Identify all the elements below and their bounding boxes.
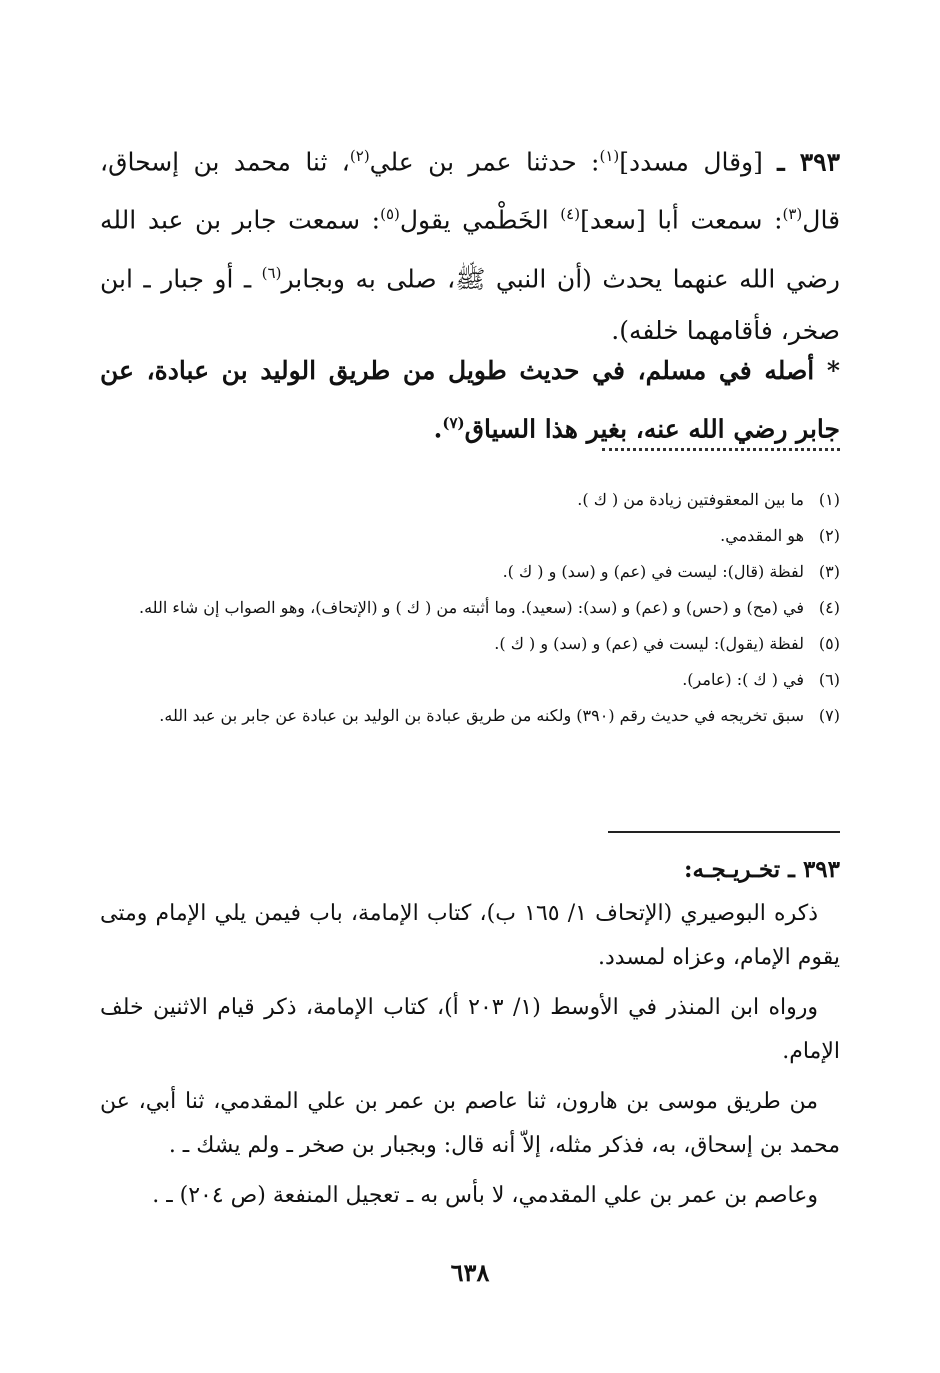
footnote-separator bbox=[602, 448, 840, 451]
note-end: . bbox=[433, 414, 443, 444]
footnote-number: (٥) bbox=[818, 634, 840, 653]
footnote-number: (٢) bbox=[818, 526, 840, 545]
hadith-seg: : سمعت أبا [سعد] bbox=[580, 205, 783, 235]
footnotes bbox=[100, 482, 840, 734]
footnote-text: هو المقدمي. bbox=[720, 526, 804, 545]
footnote-mark: (٦) bbox=[261, 263, 282, 282]
footnote-number: (٤) bbox=[818, 598, 840, 617]
takhrij-paragraph: وعاصم بن عمر بن علي المقدمي، لا بأس به ـ تعجيل المنفعة (ص ٢٠٤) ـ . bbox=[152, 1183, 818, 1208]
hadith-seg: ، ثنا محمد بن إسحاق، قال bbox=[100, 147, 841, 235]
footnote bbox=[100, 518, 840, 554]
footnote-text: في ( ك ): (عامر). bbox=[682, 670, 804, 689]
takhrij-section bbox=[100, 848, 840, 1224]
footnote-text: في (مح) و (حس) و (عم) و (سد): (سعيد). وما أثبته من ( ك ) و (الإتحاف)، وهو الصواب إن شاء الله. bbox=[139, 598, 804, 617]
hadith-seg: : حدثنا عمر بن علي bbox=[369, 147, 600, 177]
footnote bbox=[100, 554, 840, 590]
page-number: ٦٣٨ bbox=[450, 1258, 490, 1287]
footnote-mark: (٤) bbox=[560, 205, 581, 224]
section-rule bbox=[608, 831, 840, 833]
footnote bbox=[100, 590, 840, 626]
takhrij-paragraph: ورواه ابن المنذر في الأوسط (١/ ٢٠٣ أ)، كتاب الإمامة، ذكر قيام الاثنين خلف الإمام. bbox=[100, 995, 840, 1064]
footnote-number: (٧) bbox=[818, 706, 840, 725]
footnote-text: لفظة (قال): ليست في (عم) و (سد) و ( ك ). bbox=[502, 562, 804, 581]
footnote bbox=[100, 698, 840, 734]
footnote bbox=[100, 662, 840, 698]
footnote-mark: (٢) bbox=[349, 147, 370, 165]
footnote-mark: (١) bbox=[599, 147, 620, 165]
hadith-seg: الخَطْمي يقول bbox=[399, 205, 561, 235]
footnote-mark: (٣) bbox=[782, 205, 803, 224]
hadith-seg: ـ أو جبار ـ ابن صخر، فأقامهما خلفه). bbox=[100, 263, 840, 345]
footnote-text: سبق تخريجه في حديث رقم (٣٩٠) ولكنه من طريق عبادة بن الوليد بن عبادة عن جابر بن عبد الله. bbox=[159, 706, 804, 725]
hadith-text bbox=[100, 130, 840, 357]
note-text: * أصله في مسلم، في حديث طويل من طريق الوليد بن عبادة، عن جابر رضي الله عنه، بغير هذا السياق bbox=[100, 356, 840, 444]
footnote-mark: (٧) bbox=[442, 414, 465, 432]
footnote-text: لفظة (يقول): ليست في (عم) و (سد) و ( ك ). bbox=[494, 634, 804, 653]
footnote-number: (٣) bbox=[818, 562, 840, 581]
footnote-mark: (٥) bbox=[380, 205, 400, 224]
footnote-number: (١) bbox=[818, 490, 840, 509]
footnote-number: (٦) bbox=[818, 670, 840, 689]
takhrij-paragraph: ذكره البوصيري (الإتحاف ١/ ١٦٥ ب)، كتاب الإمامة، باب فيمن يلي الإمام ومتى يقوم الإمام، وعزاه لمسدد. bbox=[100, 901, 840, 970]
hadith-seg: : سمعت جابر بن عبد الله رضي الله عنهما يحدث (أن النبي ﷺ، صلى به وبجابر bbox=[100, 205, 840, 293]
hadith-number: ٣٩٣ ـ bbox=[777, 147, 841, 177]
takhrij-paragraph: من طريق موسى بن هارون، ثنا عاصم بن عمر بن علي المقدمي، ثنا أبي، عن محمد بن إسحاق، به، فذكر مثله، إلاّ أنه قال: وبجبار بن صخر ـ ولم يشك ـ . bbox=[100, 1089, 840, 1158]
footnote bbox=[100, 482, 840, 518]
hadith-seg: [وقال مسدد] bbox=[619, 147, 763, 177]
footnote bbox=[100, 626, 840, 662]
takhrij-title: ٣٩٣ ـ تخـريـجـه: bbox=[683, 856, 840, 883]
note-paragraph bbox=[100, 345, 840, 455]
footnote-text: ما بين المعقوفتين زيادة من ( ك ). bbox=[577, 490, 804, 509]
